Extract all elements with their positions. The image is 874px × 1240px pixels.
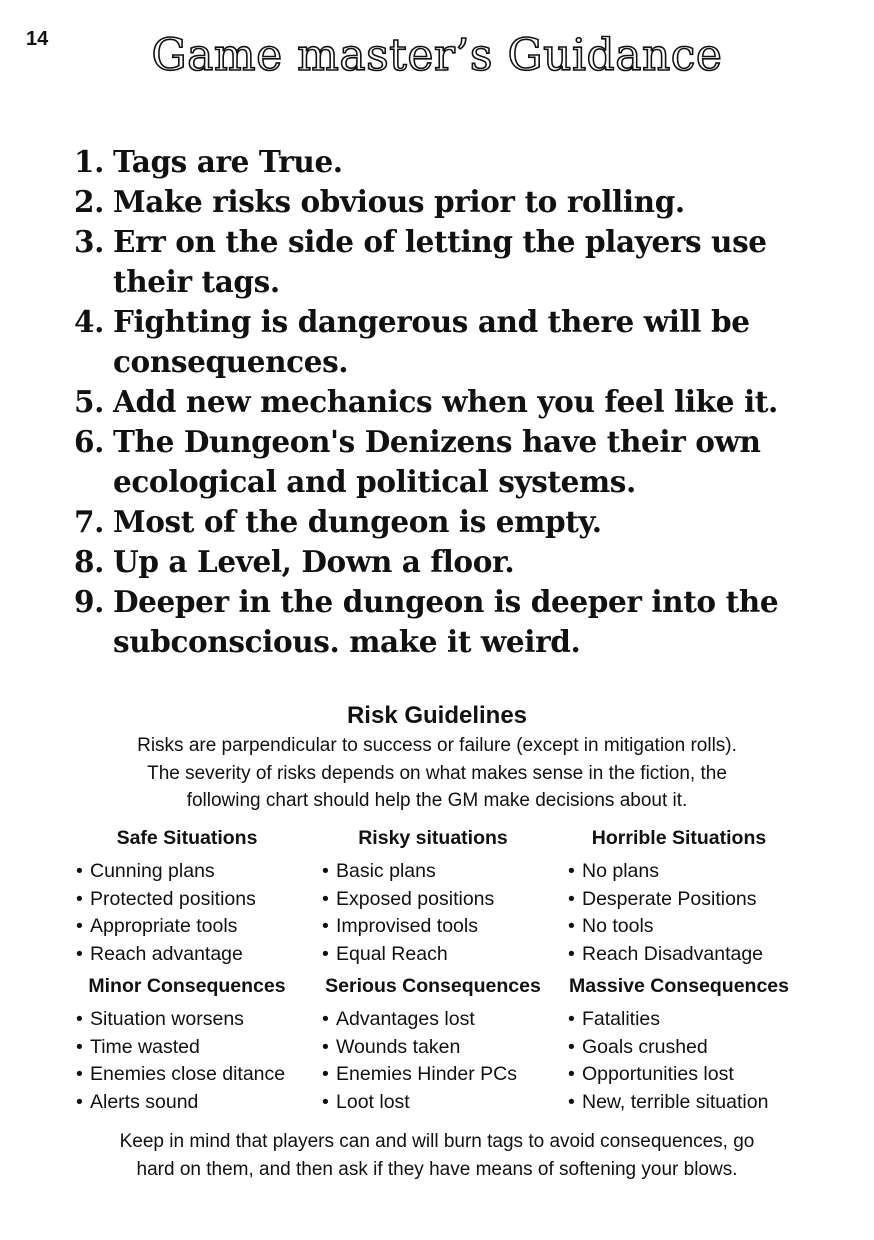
list-item-number: 8. xyxy=(74,544,104,579)
intro-line: The severity of risks depends on what makes sense in the fiction, the xyxy=(147,762,727,784)
consequence-column xyxy=(318,972,564,1116)
column-heading: Minor Consequences xyxy=(88,975,286,997)
list-item-number: 6. xyxy=(74,424,104,459)
bullet-item: • Goals crushed xyxy=(564,1034,810,1062)
list-item xyxy=(74,302,794,382)
list-item-text: Make risks obvious prior to rolling. xyxy=(113,184,685,219)
list-item-text: Add new mechanics when you feel like it. xyxy=(113,384,778,419)
situation-column xyxy=(564,824,810,968)
bullet-item: • Wounds taken xyxy=(318,1034,564,1062)
list-item-number: 5. xyxy=(74,384,104,419)
list-item-number: 3. xyxy=(74,224,104,259)
list-item xyxy=(74,142,794,182)
list-item xyxy=(74,222,794,302)
list-item xyxy=(74,382,794,422)
bullet-item: • Advantages lost xyxy=(318,1006,564,1034)
list-item-number: 9. xyxy=(74,584,104,619)
bullet-item: • Basic plans xyxy=(318,858,564,886)
bullet-item: • Loot lost xyxy=(318,1089,564,1117)
bullet-item: • Improvised tools xyxy=(318,913,564,941)
column-heading: Serious Consequences xyxy=(325,975,541,997)
list-item-text: Most of the dungeon is empty. xyxy=(113,504,602,539)
bullet-item: • Situation worsens xyxy=(72,1006,318,1034)
list-item-number: 1. xyxy=(74,144,104,179)
list-item-text: Deeper in the dungeon is deeper into the subconscious. make it weird. xyxy=(113,584,779,659)
list-item-text: Fighting is dangerous and there will be consequences. xyxy=(113,304,750,379)
bullet-item: • Cunning plans xyxy=(72,858,318,886)
bullet-item: • Opportunities lost xyxy=(564,1061,810,1089)
situations-row xyxy=(72,824,812,968)
list-item-number: 7. xyxy=(74,504,104,539)
section-heading: Risk Guidelines xyxy=(346,702,528,729)
list-item xyxy=(74,502,794,542)
bullet-item: • Enemies close ditance xyxy=(72,1061,318,1089)
intro-line: Risks are parpendicular to success or failure (except in mitigation rolls). xyxy=(137,735,737,756)
guidance-list xyxy=(74,142,794,662)
bullet-item: • Enemies Hinder PCs xyxy=(318,1061,564,1089)
list-item-text: Up a Level, Down a floor. xyxy=(113,544,515,579)
bullet-item: • Exposed positions xyxy=(318,886,564,914)
bullet-item: • No plans xyxy=(564,858,810,886)
bullet-item: • Desperate Positions xyxy=(564,886,810,914)
closing-line: hard on them, and then ask if they have means of softening your blows. xyxy=(136,1158,738,1180)
intro-line: following chart should help the GM make decisions about it. xyxy=(186,790,688,811)
situation-column xyxy=(318,824,564,968)
list-item-number: 2. xyxy=(74,184,104,219)
bullet-item: • Fatalities xyxy=(564,1006,810,1034)
consequences-row xyxy=(72,972,812,1116)
column-heading: Safe Situations xyxy=(116,827,258,849)
list-item-text: Tags are True. xyxy=(113,144,343,179)
list-item-text: Err on the side of letting the players use their tags. xyxy=(113,224,767,299)
bullet-item: • Reach advantage xyxy=(72,941,318,969)
list-item xyxy=(74,422,794,502)
list-item-number: 4. xyxy=(74,304,104,339)
page-number: 14 xyxy=(26,28,49,50)
bullet-item: • New, terrible situation xyxy=(564,1089,810,1117)
list-item xyxy=(74,182,794,222)
list-item-text: The Dungeon's Denizens have their own ecological and political systems. xyxy=(113,424,761,499)
page-title: Game master’s Guidance xyxy=(151,30,723,81)
bullet-item: • No tools xyxy=(564,913,810,941)
bullet-item: • Protected positions xyxy=(72,886,318,914)
closing-line: Keep in mind that players can and will burn tags to avoid consequences, go xyxy=(119,1131,755,1152)
consequence-column xyxy=(564,972,810,1116)
consequence-column xyxy=(72,972,318,1116)
bullet-item: • Alerts sound xyxy=(72,1089,318,1117)
bullet-item: • Appropriate tools xyxy=(72,913,318,941)
intro-paragraph xyxy=(0,732,874,815)
bullet-item: • Equal Reach xyxy=(318,941,564,969)
list-item xyxy=(74,582,794,662)
column-heading: Risky situations xyxy=(358,827,508,849)
column-heading: Horrible Situations xyxy=(591,827,767,849)
closing-paragraph xyxy=(0,1128,874,1183)
list-item xyxy=(74,542,794,582)
bullet-item: • Reach Disadvantage xyxy=(564,941,810,969)
column-heading: Massive Consequences xyxy=(568,975,789,997)
bullet-item: • Time wasted xyxy=(72,1034,318,1062)
situation-column xyxy=(72,824,318,968)
risk-chart xyxy=(72,824,812,1116)
risk-guidelines-section xyxy=(0,700,874,1180)
